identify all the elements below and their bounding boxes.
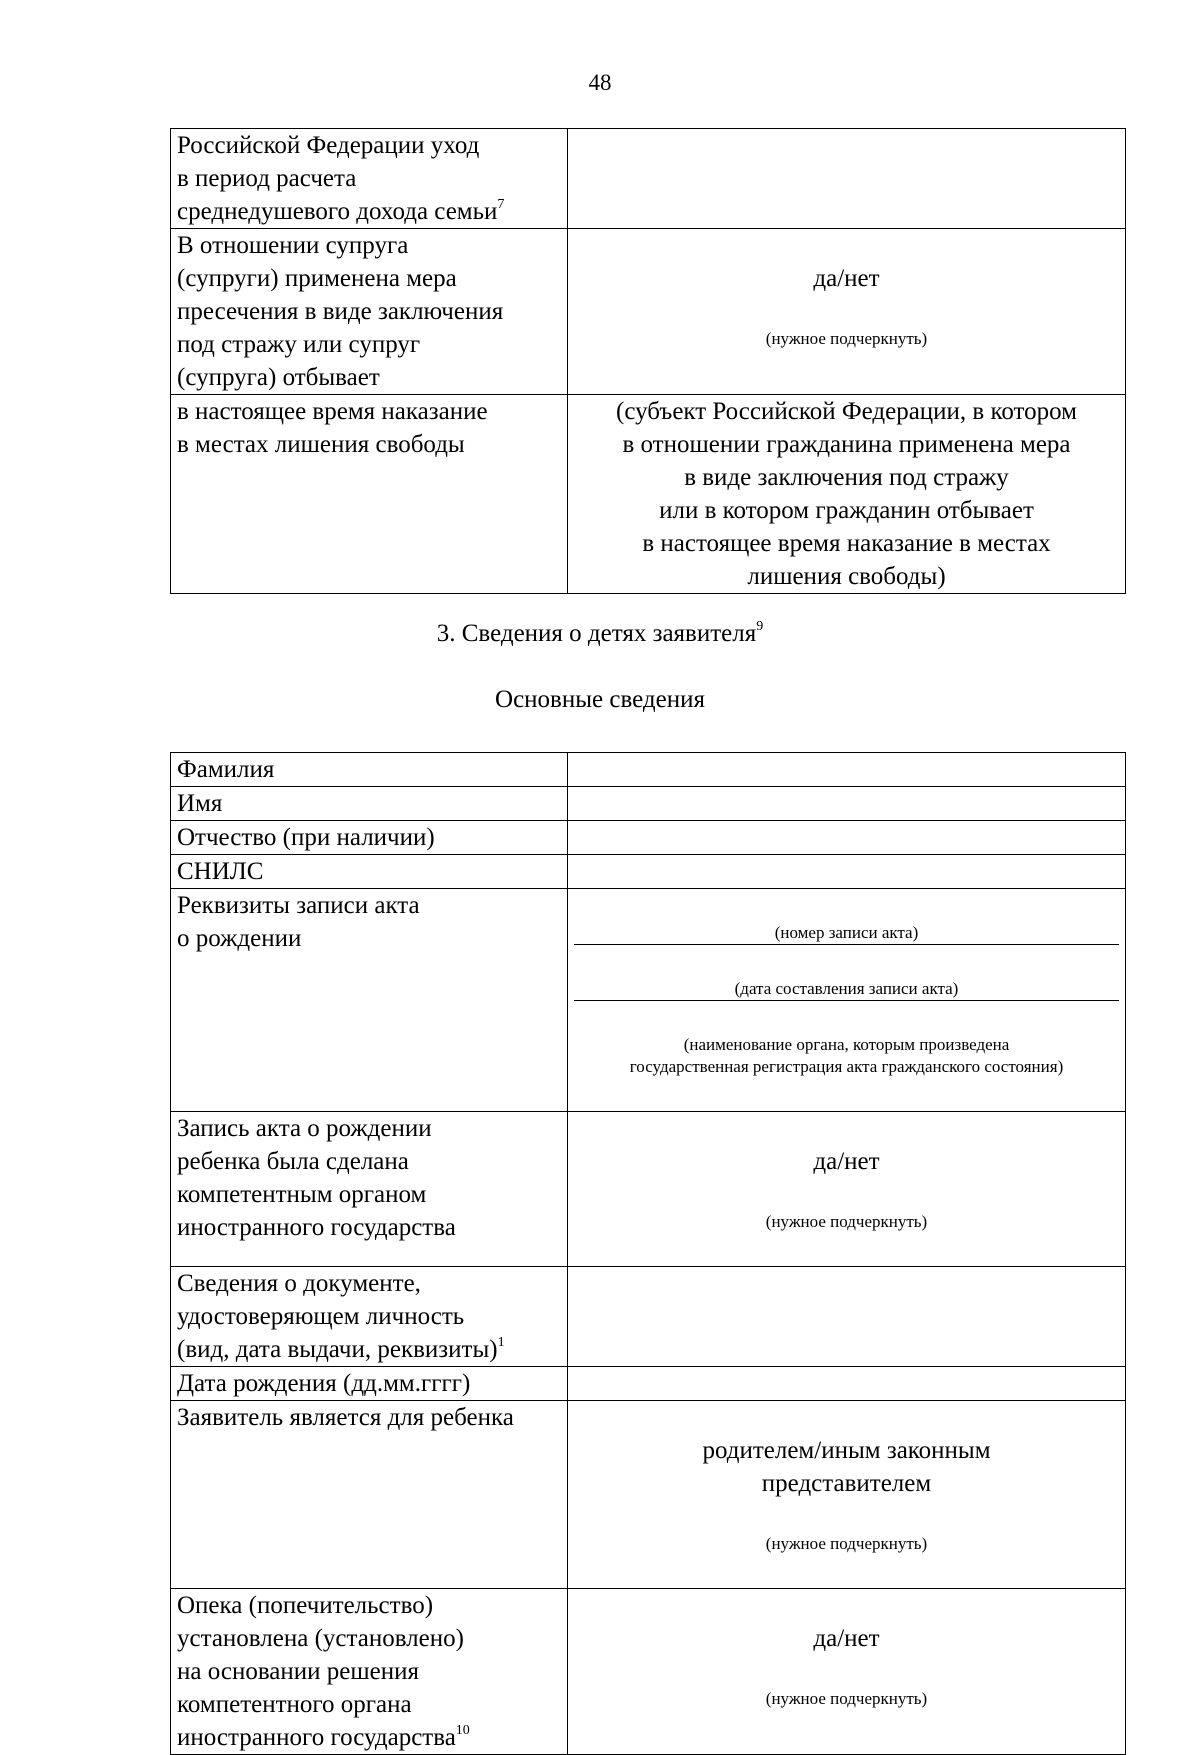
yes-no-option[interactable]: да/нет — [813, 1625, 880, 1652]
care-period-value[interactable] — [568, 129, 1126, 229]
birth-record-label: Реквизиты записи акта о рождении — [171, 889, 568, 1112]
imprisonment-region-value[interactable]: (субъект Российской Федерации, в котором в отношении гражданина применена мера в виде заключения под стражу или в котором гражданин отбывает в настоящее время наказание в местах лишения свободы) — [568, 395, 1126, 594]
table-row — [171, 1589, 1126, 1755]
foreign-record-value[interactable] — [568, 1112, 1126, 1267]
table-row — [171, 129, 1126, 229]
table-row — [171, 753, 1126, 787]
table-row — [171, 889, 1126, 1112]
surname-label: Фамилия — [171, 753, 568, 787]
guardianship-label: Опека (попечительство) установлена (установлено) на основании решения компетентного органа иностранного государства$^{10}$ — [171, 1589, 568, 1755]
record-number-field[interactable]: (номер записи акта) — [574, 922, 1119, 945]
page-number: 48 — [588, 70, 612, 95]
patronymic-label: Отчество (при наличии) — [171, 821, 568, 855]
imprisonment-label: в настоящее время наказание в местах лишения свободы — [171, 395, 568, 594]
table-row — [171, 1112, 1126, 1267]
table-row — [171, 395, 1126, 594]
yes-no-option[interactable]: да/нет — [813, 265, 880, 292]
patronymic-field[interactable] — [568, 821, 1126, 855]
role-option[interactable]: родителем/иным законным представителем — [702, 1437, 991, 1497]
underline-hint: (нужное подчеркнуть) — [765, 1689, 928, 1708]
sub-heading: Основные сведения — [495, 686, 705, 713]
applicant-role-label: Заявитель является для ребенка — [171, 1401, 568, 1589]
birth-date-label: Дата рождения (дд.мм.гггг) — [171, 1367, 568, 1401]
table-row — [171, 855, 1126, 889]
table-row — [171, 1267, 1126, 1367]
table-row — [171, 229, 1126, 395]
id-document-field[interactable] — [568, 1267, 1126, 1367]
table-row — [171, 787, 1126, 821]
table-row — [171, 1401, 1126, 1589]
underline-hint: (нужное подчеркнуть) — [765, 1534, 928, 1553]
record-date-field[interactable]: (дата составления записи акта) — [574, 978, 1119, 1001]
name-field[interactable] — [568, 787, 1126, 821]
spouse-detention-label: В отношении супруга (супруги) применена мера пресечения в виде заключения под стражу или супруг (супруга) отбывает — [171, 229, 568, 395]
underline-hint: (нужное подчеркнуть) — [765, 329, 928, 348]
guardianship-value[interactable] — [568, 1589, 1126, 1755]
registration-authority-field[interactable]: (наименование органа, которым произведена государственная регистрация акта гражданского состояния) — [629, 1035, 1064, 1076]
spouse-detention-value[interactable] — [568, 229, 1126, 395]
birth-record-fields — [568, 889, 1126, 1112]
care-period-label: Российской Федерации уход в период расчета среднедушевого дохода семьи$^7$ — [171, 129, 568, 229]
yes-no-option[interactable]: да/нет — [813, 1148, 880, 1175]
children-info-table — [170, 752, 1126, 1755]
table-row — [171, 1367, 1126, 1401]
name-label: Имя — [171, 787, 568, 821]
spouse-info-table — [170, 128, 1126, 594]
id-document-label: Сведения о документе, удостоверяющем личность (вид, дата выдачи, реквизиты)$^1$ — [171, 1267, 568, 1367]
snils-field[interactable] — [568, 855, 1126, 889]
birth-date-field[interactable] — [568, 1367, 1126, 1401]
surname-field[interactable] — [568, 753, 1126, 787]
underline-hint: (нужное подчеркнуть) — [765, 1212, 928, 1231]
snils-label: СНИЛС — [171, 855, 568, 889]
foreign-record-label: Запись акта о рождении ребенка была сделана компетентным органом иностранного государства — [171, 1112, 568, 1267]
table-row — [171, 821, 1126, 855]
applicant-role-value[interactable] — [568, 1401, 1126, 1589]
section-heading: 3. Сведения о детях заявителя$^9$ — [436, 618, 764, 647]
